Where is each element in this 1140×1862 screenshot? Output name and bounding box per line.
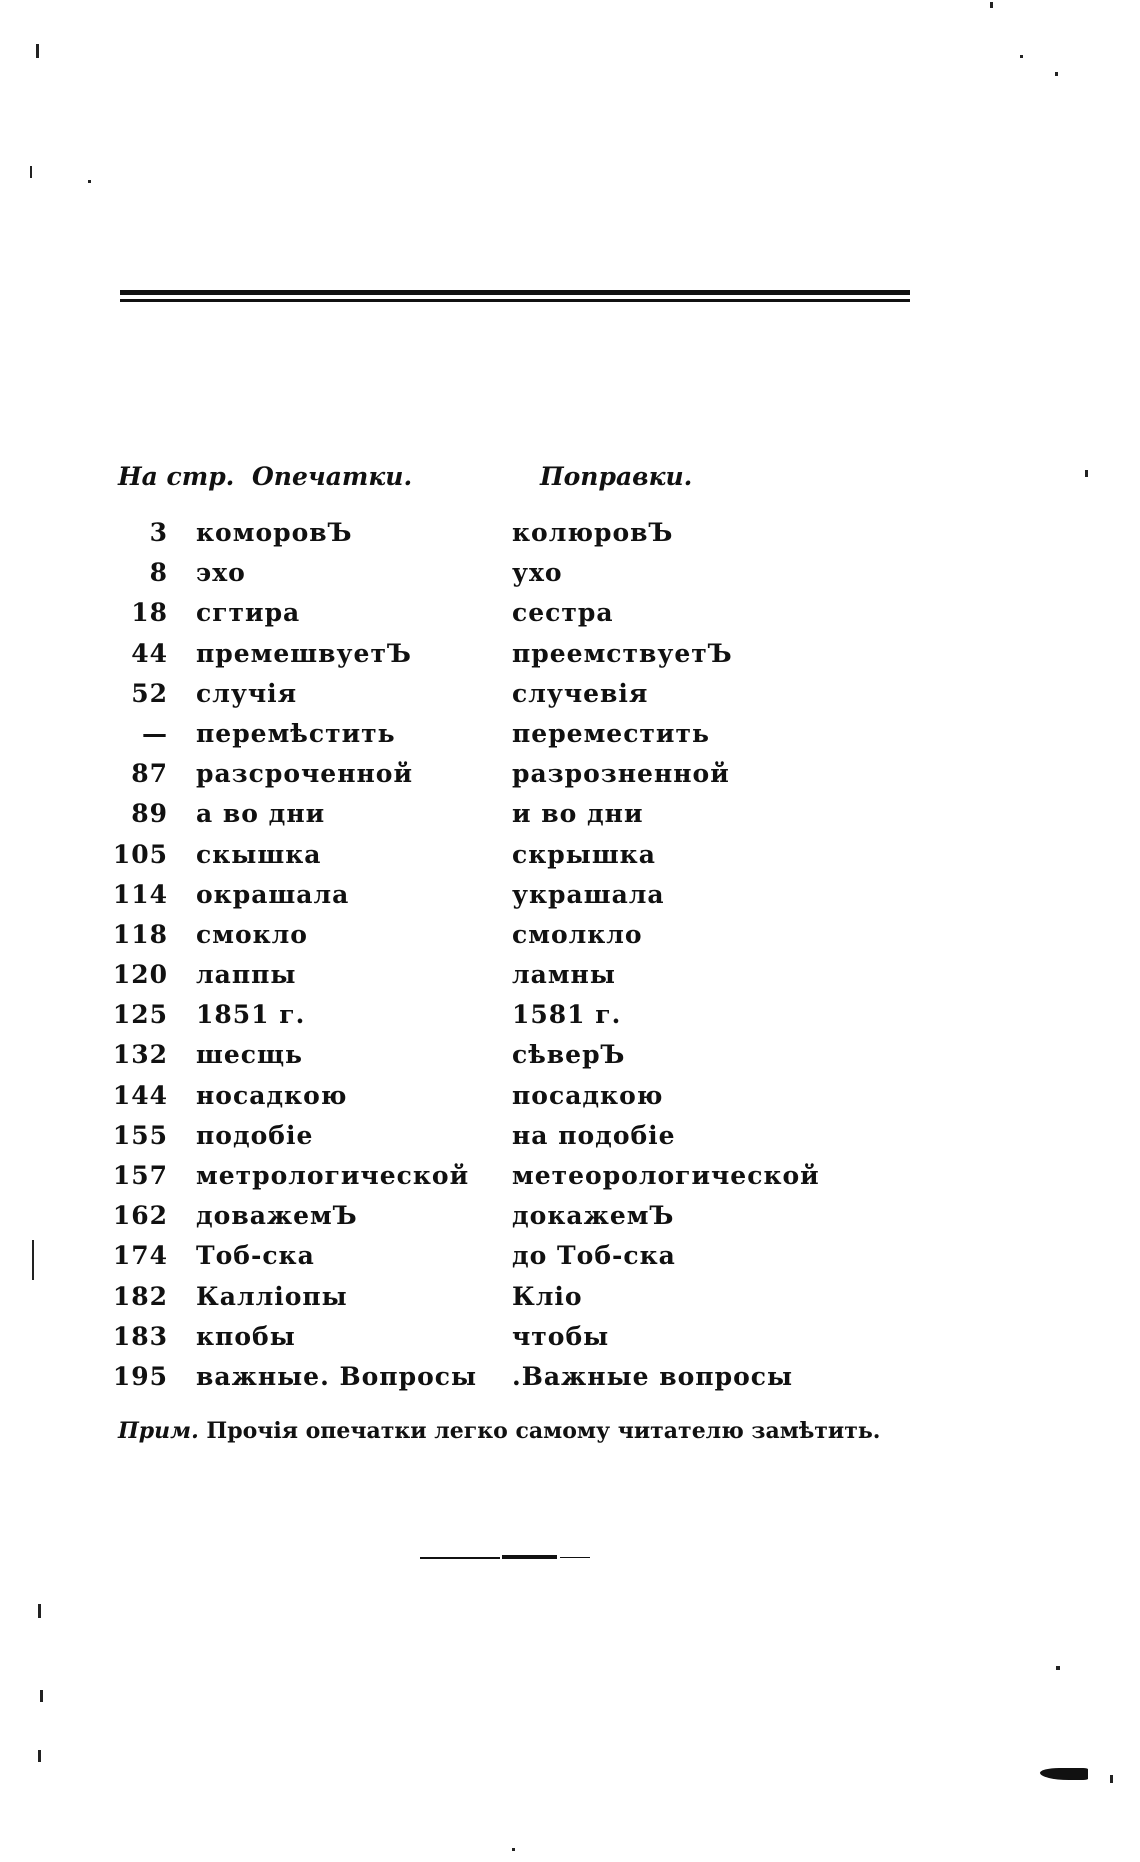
scan-speck: [38, 1750, 41, 1762]
row-errata: а во дни: [196, 799, 326, 829]
errata-row: [110, 755, 930, 795]
scan-speck: [1020, 55, 1023, 58]
scan-speck: [1056, 1666, 1060, 1670]
row-page-number: 3: [149, 518, 168, 547]
errata-table: [110, 514, 930, 1398]
errata-row: [110, 916, 930, 956]
row-errata: метрологической: [196, 1161, 470, 1190]
row-correction: скрышка: [512, 839, 656, 869]
scan-speck: [36, 44, 39, 58]
row-errata: шесщь: [196, 1040, 304, 1070]
row-errata: смокло: [196, 919, 308, 949]
row-correction: разрозненной: [512, 759, 730, 789]
row-page-number: 144: [112, 1080, 168, 1110]
errata-row: [110, 996, 930, 1036]
errata-row: [110, 1278, 930, 1318]
row-errata: разсроченной: [196, 759, 414, 789]
row-page-number: 182: [112, 1281, 168, 1311]
errata-table-header: [118, 462, 918, 498]
errata-note: [118, 1418, 880, 1444]
row-page-number: 157: [112, 1161, 168, 1190]
row-correction: случевія: [512, 678, 649, 708]
row-errata: 1851 г.: [196, 1000, 306, 1030]
errata-row: [110, 1117, 930, 1157]
rule-segment: [502, 1555, 557, 1559]
row-errata: носадкою: [196, 1080, 348, 1110]
row-page-number: 114: [112, 879, 168, 909]
scan-speck: [512, 1848, 515, 1851]
row-page-number: 18: [131, 598, 168, 628]
errata-row: [110, 1197, 930, 1237]
errata-row: [110, 675, 930, 715]
row-page-number: 8: [149, 558, 168, 588]
row-correction: .Важные вопросы: [512, 1361, 794, 1391]
header-errata: Опечатки.: [252, 462, 413, 491]
row-errata: лаппы: [196, 960, 297, 990]
errata-row: [110, 1318, 930, 1358]
note-label: Прим.: [118, 1418, 199, 1444]
row-page-number: 195: [112, 1361, 168, 1391]
rule-thin-line: [120, 299, 910, 302]
row-page-number: 118: [112, 919, 168, 949]
row-correction: смолкло: [512, 919, 643, 949]
rule-segment: [420, 1557, 500, 1559]
errata-row: [110, 956, 930, 996]
row-page-number: 174: [112, 1241, 168, 1271]
row-errata: подобіе: [196, 1120, 314, 1150]
row-correction: посадкою: [512, 1080, 664, 1110]
row-correction: метеорологической: [512, 1161, 820, 1190]
row-correction: сестра: [512, 598, 614, 628]
row-errata: окрашала: [196, 879, 350, 909]
header-page: На стр.: [118, 462, 235, 491]
row-errata: доважемЪ: [196, 1201, 358, 1231]
row-errata: скышка: [196, 839, 322, 869]
row-errata: премешвуетЪ: [196, 638, 412, 668]
rule-thick-line: [120, 290, 910, 295]
errata-row: [110, 1077, 930, 1117]
row-errata: кпобы: [196, 1321, 296, 1351]
scan-speck: [40, 1690, 43, 1702]
scan-speck: [88, 180, 91, 183]
rule-segment: [560, 1557, 590, 1558]
row-errata: Тоб-ска: [196, 1241, 315, 1271]
errata-row: [110, 514, 930, 554]
row-correction: украшала: [512, 879, 665, 909]
row-correction: и во дни: [512, 799, 644, 829]
errata-row: [110, 1237, 930, 1277]
errata-row: [110, 715, 930, 755]
row-page-number: 52: [131, 678, 168, 708]
row-page-number: 87: [131, 759, 168, 789]
row-page-number: 132: [112, 1040, 168, 1070]
header-corrections: Поправки.: [540, 462, 693, 491]
row-correction: до Тоб-ска: [512, 1241, 676, 1271]
row-page-number: 183: [112, 1321, 168, 1351]
errata-row: [110, 635, 930, 675]
row-correction: Кліо: [512, 1281, 583, 1311]
row-errata: эхо: [196, 558, 246, 588]
row-page-number: 155: [112, 1120, 168, 1150]
errata-row: [110, 876, 930, 916]
scan-speck: [38, 1604, 41, 1618]
row-page-number: 105: [112, 839, 168, 869]
row-page-number: 120: [112, 960, 168, 990]
row-page-number: 162: [112, 1201, 168, 1231]
scan-speck: [1055, 72, 1058, 76]
errata-row: [110, 795, 930, 835]
row-correction: на подобіе: [512, 1120, 676, 1150]
row-correction: преемствуетЪ: [512, 638, 733, 668]
errata-row: [110, 1358, 930, 1398]
scan-speck: [1110, 1775, 1113, 1783]
row-errata: коморовЪ: [196, 518, 353, 547]
scan-speck: [990, 2, 993, 8]
row-correction: переместить: [512, 718, 710, 748]
bottom-ornament-rule: [420, 1555, 590, 1561]
errata-row: [110, 554, 930, 594]
row-page-number: —: [142, 718, 168, 748]
scan-speck: [1085, 470, 1088, 477]
row-page-number: 125: [112, 1000, 168, 1030]
row-errata: перемѣстить: [196, 718, 396, 748]
row-correction: колюровЪ: [512, 518, 674, 547]
row-correction: докажемЪ: [512, 1201, 675, 1231]
errata-row: [110, 1036, 930, 1076]
row-correction: чтобы: [512, 1321, 610, 1351]
scan-speck: [32, 1240, 34, 1280]
row-page-number: 89: [131, 799, 168, 829]
row-correction: ламны: [512, 960, 616, 990]
top-double-rule: [120, 290, 910, 304]
errata-row: [110, 594, 930, 634]
row-correction: сѣверЪ: [512, 1040, 626, 1070]
row-page-number: 44: [131, 638, 168, 668]
row-errata: Калліопы: [196, 1281, 348, 1311]
errata-row: [110, 836, 930, 876]
row-errata: сгтира: [196, 598, 301, 628]
errata-row: [110, 1157, 930, 1197]
row-correction: ухо: [512, 558, 563, 588]
row-errata: важные. Вопросы: [196, 1361, 478, 1391]
scan-speck: [30, 166, 32, 178]
row-errata: случія: [196, 678, 298, 708]
note-text: Прочія опечатки легко самому читателю замѣтить.: [206, 1418, 881, 1444]
ink-blot: [1040, 1768, 1088, 1780]
row-correction: 1581 г.: [512, 1000, 622, 1030]
